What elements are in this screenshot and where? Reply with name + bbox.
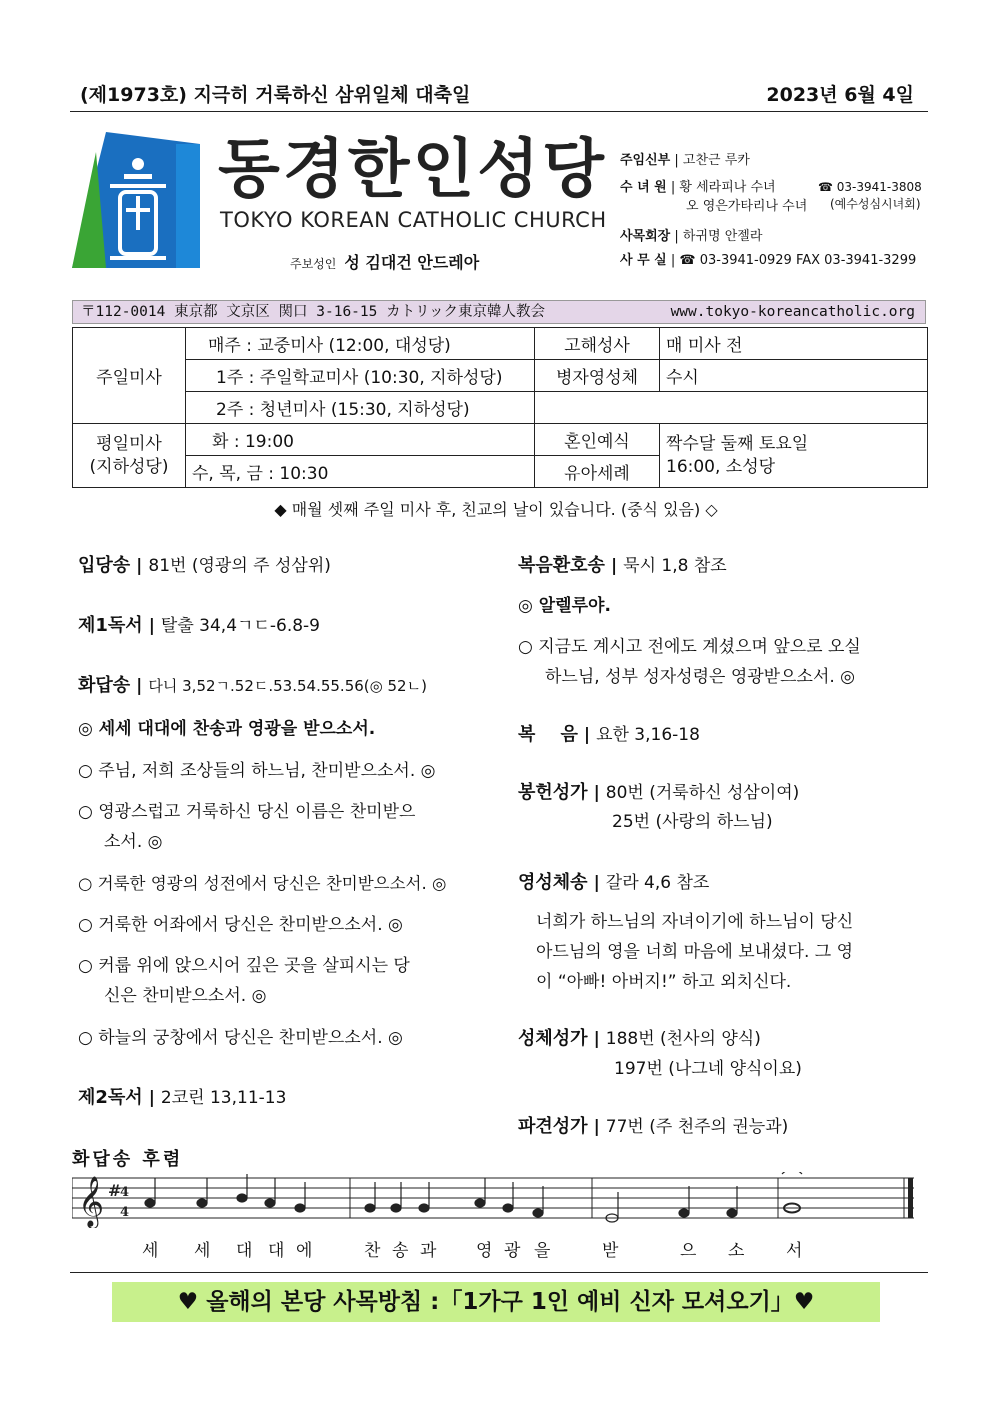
- offertory-hymn-2: 25번 (사랑의 하느님): [612, 812, 773, 832]
- gospel: 복 음 | 요한 3,16-18: [518, 724, 700, 745]
- patron-saint: [290, 250, 479, 273]
- second-reading: 제2독서 | 2코린 13,11-13: [78, 1087, 287, 1108]
- lyric-syllable: 세: [142, 1241, 159, 1261]
- baptism-label: 유아세례: [535, 456, 660, 488]
- lyric-syllable: 소: [728, 1241, 745, 1261]
- staff-council: 사목회장 | 하귀명 안젤라: [620, 229, 763, 244]
- empty-cell: [535, 392, 928, 424]
- psalm-verse-3: ○ 거룩한 영광의 성전에서 당신은 찬미받으소서. ◎: [78, 874, 447, 893]
- patron-name: 성 김대건 안드레아: [344, 253, 480, 272]
- postal-address: 〒112-0014 東京都 文京区 関口 3-16-15 カトリック東京韓人教会: [81, 304, 546, 320]
- weekday-mass-label: 평일미사 (지하성당): [73, 424, 186, 488]
- church-logo-icon: [66, 122, 206, 272]
- psalm-verse-5b: 신은 찬미받으소서. ◎: [104, 986, 267, 1006]
- lyric-syllable: 대: [268, 1241, 285, 1261]
- mass-schedule-table: [72, 327, 928, 488]
- wedding-baptism-time: 짝수달 둘째 토요일 16:00, 소성당: [660, 424, 928, 488]
- notes: [145, 1172, 802, 1222]
- recessional-hymn: 파견성가 | 77번 (주 천주의 권능과): [518, 1116, 789, 1137]
- psalm-verse-5a: ○ 커룹 위에 앉으시어 깊은 곳을 살피시는 당: [78, 956, 410, 976]
- lyric-syllable: 세: [194, 1241, 211, 1261]
- lyric-syllable: 찬: [364, 1241, 381, 1261]
- acclamation-verse-b: 하느님, 성부 성자성령은 영광받으소서. ◎: [545, 667, 856, 687]
- issue-date: 2023년 6월 4일: [766, 84, 914, 106]
- psalm-verse-1: ○ 주님, 저희 조상들의 하느님, 찬미받으소서. ◎: [78, 761, 436, 781]
- alleluia: ◎ 알렐루야.: [518, 596, 611, 616]
- weekday-mass-1: 화 : 19:00: [186, 424, 535, 456]
- psalm-verse-6: ○ 하늘의 궁창에서 당신은 찬미받으소서. ◎: [78, 1028, 403, 1048]
- svg-text:4: 4: [120, 1185, 130, 1200]
- psalm-verse-2a: ○ 영광스럽고 거룩하신 당신 이름은 찬미받으: [78, 802, 416, 822]
- gospel-acclamation: 복음환호송 | 묵시 1,8 참조: [518, 555, 727, 576]
- psalm-refrain: ◎ 세세 대대에 찬송과 영광을 받으소서.: [78, 719, 376, 739]
- website-link[interactable]: www.tokyo-koreancatholic.org: [670, 304, 915, 320]
- church-name-en: TOKYO KOREAN CATHOLIC CHURCH: [220, 208, 607, 232]
- patron-label: 주보성인: [290, 257, 337, 271]
- music-staff: [72, 1172, 918, 1228]
- sunday-mass-3: 2주 : 청년미사 (15:30, 지하성당): [186, 392, 535, 424]
- lyric-syllable: 영: [476, 1241, 493, 1261]
- antiphon-line-2: 아드님의 영을 너희 마음에 보내셨다. 그 영: [536, 942, 854, 962]
- svg-text:#: #: [108, 1181, 122, 1200]
- header-rule: [70, 111, 928, 112]
- antiphon-line-3: 이 “아빠! 아버지!” 하고 외치신다.: [536, 972, 792, 992]
- refrain-music-title: 화답송 후렴: [72, 1149, 184, 1170]
- lyric-syllable: 송: [392, 1241, 409, 1261]
- communion-antiphon: 영성체송 | 갈라 4,6 참조: [518, 872, 710, 893]
- weekday-mass-2: 수, 목, 금 : 10:30: [186, 456, 535, 488]
- staff-nun-phone: ☎ 03-3941-3808: [818, 180, 922, 194]
- church-name-ko: 동경한인성당: [218, 133, 607, 207]
- sick-communion-label: 병자영성체: [535, 360, 660, 392]
- lyric-syllable: 광: [504, 1241, 521, 1261]
- communion-hymn-2: 197번 (나그네 양식이요): [614, 1059, 802, 1079]
- staff-nun: 수 녀 원 | 황 세라피나 수녀: [620, 180, 776, 195]
- lyric-syllable: 대: [236, 1241, 253, 1261]
- lyric-syllable: 과: [420, 1241, 437, 1261]
- sunday-mass-2: 1주 : 주일학교미사 (10:30, 지하성당): [186, 360, 535, 392]
- lyric-syllable: 으: [680, 1241, 697, 1261]
- lyric-syllable: 을: [534, 1241, 551, 1261]
- psalm-verse-2b: 소서. ◎: [104, 832, 163, 852]
- acclamation-verse-a: ○ 지금도 계시고 전에도 계셨으며 앞으로 오실: [518, 637, 861, 657]
- confession-time: 매 미사 전: [660, 328, 928, 360]
- footer-rule: [70, 1272, 928, 1273]
- antiphon-line-1: 너희가 하느님의 자녀이기에 하느님이 당신: [536, 912, 854, 932]
- first-reading: 제1독서 | 탈출 34,4ㄱㄷ-6.8-9: [78, 615, 320, 636]
- responsorial-psalm: 화답송 | 다니 3,52ㄱ.52ㄷ.53.54.55.56(◎ 52ㄴ): [78, 675, 427, 696]
- staff-pastor: 주임신부 | 고찬근 루카: [620, 153, 750, 168]
- entrance-hymn: 입당송 | 81번 (영광의 주 성삼위): [78, 555, 331, 576]
- staff-office: 사 무 실 | ☎ 03-3941-0929 FAX 03-3941-3299: [620, 253, 917, 268]
- pastoral-motto-banner: ♥ 올해의 본당 사목방침 :「1가구 1인 예비 신자 모셔오기」♥: [112, 1282, 880, 1322]
- lyric-syllable: 서: [786, 1241, 803, 1261]
- staff-nun2: 오 영은가타리나 수녀: [686, 199, 808, 214]
- sunday-mass-1: 매주 : 교중미사 (12:00, 대성당): [186, 328, 535, 360]
- fellowship-notice: ◆ 매월 셋째 주일 미사 후, 친교의 날이 있습니다. (중식 있음) ◇: [274, 500, 718, 519]
- sunday-mass-label: 주일미사: [73, 328, 186, 424]
- staff-nun-org: (예수성심시녀회): [830, 197, 921, 211]
- psalm-verse-4: ○ 거룩한 어좌에서 당신은 찬미받으소서. ◎: [78, 915, 403, 935]
- svg-text:4: 4: [120, 1205, 130, 1220]
- sick-communion-time: 수시: [660, 360, 928, 392]
- confession-label: 고해성사: [535, 328, 660, 360]
- offertory-hymn: 봉헌성가 | 80번 (거룩하신 성삼이여): [518, 782, 800, 803]
- svg-text:𝄞: 𝄞: [78, 1176, 105, 1227]
- wedding-label: 혼인예식: [535, 424, 660, 456]
- lyric-syllable: 받: [602, 1241, 619, 1261]
- communion-hymn: 성체성가 | 188번 (천사의 양식): [518, 1028, 761, 1049]
- address-bar: [72, 300, 926, 324]
- issue-title: (제1973호) 지극히 거룩하신 삼위일체 대축일: [80, 84, 471, 106]
- lyric-syllable: 에: [296, 1241, 313, 1261]
